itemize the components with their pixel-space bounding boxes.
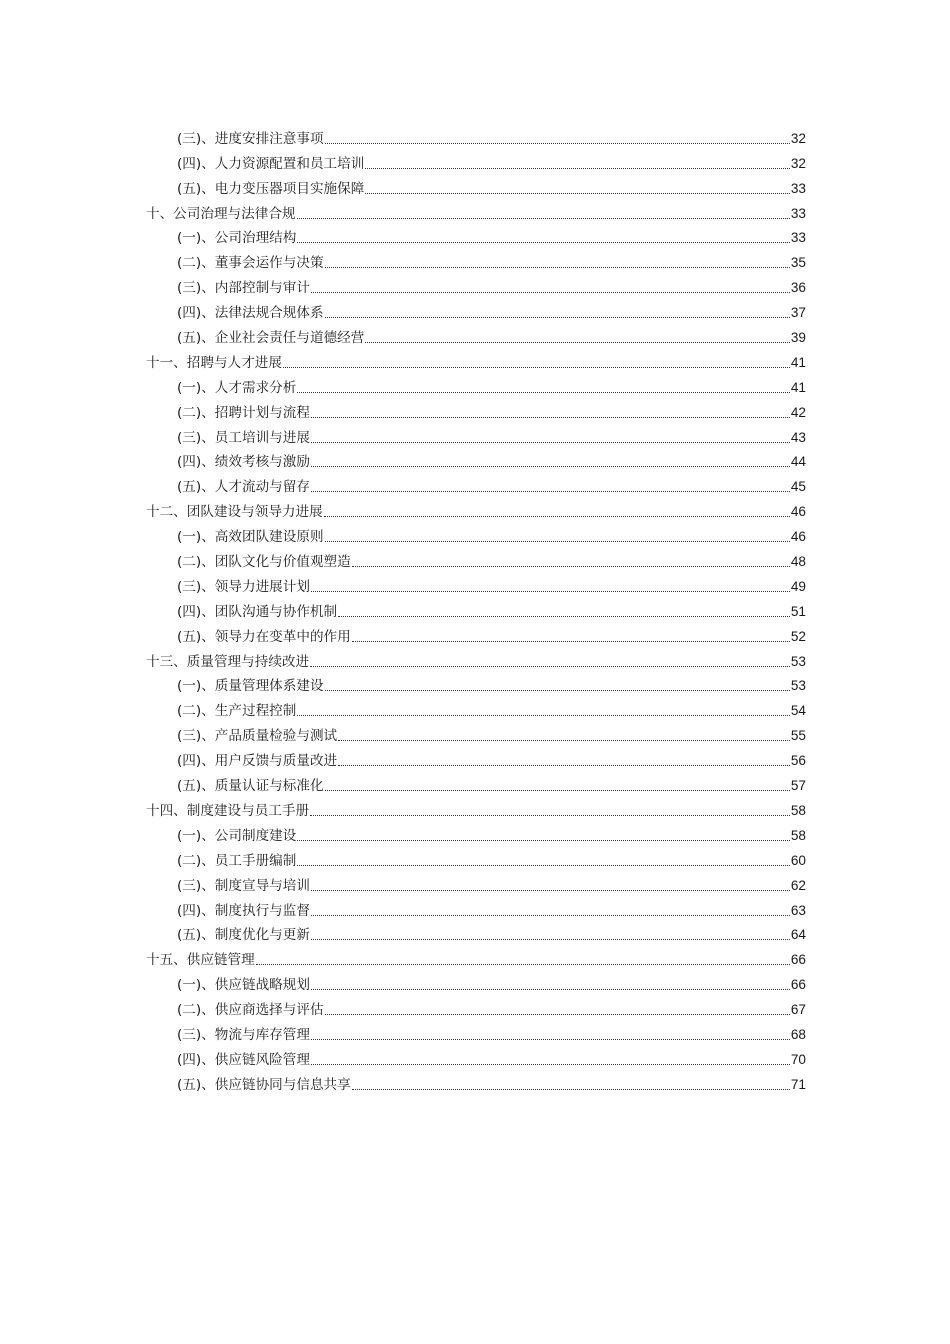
toc-entry-title: (五)、供应链协同与信息共享 [177, 1076, 351, 1093]
toc-entry-title: (四)、法律法规合规体系 [177, 305, 324, 322]
toc-section-entry[interactable] [146, 374, 806, 399]
toc-section-entry[interactable] [146, 399, 806, 424]
toc-dot-leader [297, 715, 790, 716]
toc-page-number: 67 [790, 1002, 806, 1018]
toc-page-number: 33 [790, 230, 806, 246]
toc-entry-title: (二)、生产过程控制 [177, 703, 297, 720]
toc-dot-leader [325, 790, 790, 791]
toc-section-entry[interactable] [146, 922, 806, 947]
toc-page-number: 54 [790, 703, 806, 719]
toc-entry-title: 十四、制度建设与员工手册 [146, 802, 310, 819]
toc-dot-leader [311, 1039, 790, 1040]
toc-section-entry[interactable] [146, 473, 806, 498]
toc-dot-leader [311, 292, 790, 293]
toc-section-entry[interactable] [146, 822, 806, 847]
toc-entry-title: (四)、团队沟通与协作机制 [177, 603, 338, 620]
toc-page-number: 45 [790, 479, 806, 495]
toc-chapter-entry[interactable] [146, 498, 806, 523]
toc-entry-title: 十一、招聘与人才进展 [146, 354, 282, 371]
toc-page-number: 63 [790, 902, 806, 918]
toc-entry-title: (二)、员工手册编制 [177, 852, 297, 869]
toc-dot-leader [310, 666, 790, 667]
toc-section-entry[interactable] [146, 1071, 806, 1096]
toc-section-entry[interactable] [146, 996, 806, 1021]
toc-page-number: 35 [790, 255, 806, 271]
toc-dot-leader [365, 342, 790, 343]
toc-page-number: 62 [790, 877, 806, 893]
toc-entry-title: (三)、员工培训与进展 [177, 429, 310, 446]
toc-entry-title: (五)、企业社会责任与道德经营 [177, 330, 365, 347]
toc-dot-leader [338, 616, 790, 617]
toc-dot-leader [311, 1064, 790, 1065]
toc-section-entry[interactable] [146, 249, 806, 274]
toc-entry-title: (一)、公司制度建设 [177, 827, 297, 844]
toc-page-number: 42 [790, 404, 806, 420]
toc-entry-title: 十五、供应链管理 [146, 952, 255, 969]
toc-entry-title: (一)、质量管理体系建设 [177, 678, 324, 695]
toc-dot-leader [311, 591, 790, 592]
toc-entry-title: (三)、制度宣导与培训 [177, 877, 310, 894]
toc-entry-title: (一)、高效团队建设原则 [177, 529, 324, 546]
toc-dot-leader [311, 442, 790, 443]
toc-dot-leader [311, 915, 790, 916]
toc-section-entry[interactable] [146, 847, 806, 872]
toc-entry-title: (一)、供应链战略规划 [177, 977, 310, 994]
toc-section-entry[interactable] [146, 175, 806, 200]
toc-section-entry[interactable] [146, 274, 806, 299]
toc-dot-leader [310, 815, 790, 816]
toc-entry-title: (四)、绩效考核与激励 [177, 454, 310, 471]
toc-page-number: 68 [790, 1026, 806, 1042]
toc-dot-leader [311, 989, 790, 990]
toc-page-number: 58 [790, 802, 806, 818]
toc-page-number: 33 [790, 205, 806, 221]
toc-page-number: 60 [790, 852, 806, 868]
toc-section-entry[interactable] [146, 1046, 806, 1071]
toc-section-entry[interactable] [146, 324, 806, 349]
toc-chapter-entry[interactable] [146, 946, 806, 971]
toc-dot-leader [338, 765, 790, 766]
toc-page-number: 36 [790, 280, 806, 296]
toc-section-entry[interactable] [146, 722, 806, 747]
toc-page-number: 66 [790, 977, 806, 993]
toc-page-number: 56 [790, 753, 806, 769]
toc-dot-leader [338, 740, 790, 741]
toc-section-entry[interactable] [146, 747, 806, 772]
toc-entry-title: (三)、进度安排注意事项 [177, 130, 324, 147]
toc-page-number: 46 [790, 504, 806, 520]
toc-page-number: 46 [790, 529, 806, 545]
toc-entry-title: (一)、人才需求分析 [177, 379, 297, 396]
toc-page-number: 64 [790, 927, 806, 943]
toc-dot-leader [325, 317, 790, 318]
toc-dot-leader [365, 193, 790, 194]
toc-dot-leader [311, 417, 790, 418]
toc-dot-leader [325, 143, 790, 144]
toc-dot-leader [325, 267, 790, 268]
toc-dot-leader [352, 1089, 790, 1090]
toc-entry-title: (三)、领导力进展计划 [177, 578, 310, 595]
toc-entry-title: (三)、物流与库存管理 [177, 1026, 310, 1043]
toc-entry-title: (五)、制度优化与更新 [177, 927, 310, 944]
toc-page-number: 41 [790, 379, 806, 395]
toc-dot-leader [283, 367, 790, 368]
toc-dot-leader [297, 840, 790, 841]
toc-entry-title: 十二、团队建设与领导力进展 [146, 504, 323, 521]
toc-page-number: 33 [790, 180, 806, 196]
toc-page-number: 53 [790, 653, 806, 669]
toc-section-entry[interactable] [146, 424, 806, 449]
toc-entry-title: (四)、人力资源配置和员工培训 [177, 155, 365, 172]
toc-dot-leader [297, 865, 790, 866]
toc-dot-leader [352, 641, 790, 642]
toc-chapter-entry[interactable] [146, 200, 806, 225]
toc-dot-leader [352, 566, 790, 567]
toc-section-entry[interactable] [146, 125, 806, 150]
toc-section-entry[interactable] [146, 772, 806, 797]
toc-chapter-entry[interactable] [146, 648, 806, 673]
toc-dot-leader [297, 392, 790, 393]
toc-dot-leader [324, 516, 790, 517]
toc-dot-leader [311, 491, 790, 492]
toc-page-number: 32 [790, 155, 806, 171]
toc-section-entry[interactable] [146, 299, 806, 324]
toc-section-entry[interactable] [146, 150, 806, 175]
toc-section-entry[interactable] [146, 697, 806, 722]
toc-section-entry[interactable] [146, 598, 806, 623]
toc-page-number: 32 [790, 130, 806, 146]
toc-page-number: 71 [790, 1076, 806, 1092]
toc-entry-title: (五)、质量认证与标准化 [177, 778, 324, 795]
toc-entry-title: (四)、制度执行与监督 [177, 902, 310, 919]
toc-page-number: 53 [790, 678, 806, 694]
toc-page-number: 41 [790, 354, 806, 370]
toc-section-entry[interactable] [146, 623, 806, 648]
toc-entry-title: (三)、产品质量检验与测试 [177, 728, 338, 745]
toc-dot-leader [311, 890, 790, 891]
toc-entry-title: (五)、领导力在变革中的作用 [177, 628, 351, 645]
toc-page-number: 55 [790, 728, 806, 744]
toc-section-entry[interactable] [146, 449, 806, 474]
toc-dot-leader [325, 690, 790, 691]
toc-page-number: 52 [790, 628, 806, 644]
toc-dot-leader [311, 466, 790, 467]
toc-entry-title: (一)、公司治理结构 [177, 230, 297, 247]
toc-section-entry[interactable] [146, 897, 806, 922]
toc-page-number: 49 [790, 578, 806, 594]
toc-dot-leader [256, 964, 790, 965]
toc-dot-leader [297, 242, 790, 243]
toc-section-entry[interactable] [146, 548, 806, 573]
table-of-contents [146, 125, 806, 1096]
toc-dot-leader [365, 168, 790, 169]
toc-page-number: 39 [790, 330, 806, 346]
toc-entry-title: (四)、供应链风险管理 [177, 1051, 310, 1068]
toc-section-entry[interactable] [146, 573, 806, 598]
toc-entry-title: (二)、招聘计划与流程 [177, 404, 310, 421]
toc-entry-title: (四)、用户反馈与质量改进 [177, 753, 338, 770]
toc-entry-title: 十三、质量管理与持续改进 [146, 653, 310, 670]
toc-entry-title: (五)、电力变压器项目实施保障 [177, 180, 365, 197]
toc-dot-leader [311, 939, 790, 940]
toc-section-entry[interactable] [146, 1021, 806, 1046]
toc-section-entry[interactable] [146, 673, 806, 698]
toc-page-number: 44 [790, 454, 806, 470]
toc-dot-leader [297, 218, 790, 219]
toc-entry-title: (二)、供应商选择与评估 [177, 1002, 324, 1019]
toc-page-number: 43 [790, 429, 806, 445]
toc-page-number: 57 [790, 778, 806, 794]
toc-section-entry[interactable] [146, 971, 806, 996]
toc-page-number: 48 [790, 554, 806, 570]
toc-section-entry[interactable] [146, 523, 806, 548]
toc-entry-title: (三)、内部控制与审计 [177, 280, 310, 297]
toc-section-entry[interactable] [146, 872, 806, 897]
toc-dot-leader [325, 541, 790, 542]
toc-page-number: 66 [790, 952, 806, 968]
toc-entry-title: (二)、董事会运作与决策 [177, 255, 324, 272]
toc-entry-title: (二)、团队文化与价值观塑造 [177, 554, 351, 571]
toc-page-number: 51 [790, 603, 806, 619]
toc-section-entry[interactable] [146, 225, 806, 250]
toc-page-number: 58 [790, 827, 806, 843]
toc-page-number: 37 [790, 305, 806, 321]
toc-page-number: 70 [790, 1051, 806, 1067]
toc-entry-title: (五)、人才流动与留存 [177, 479, 310, 496]
toc-chapter-entry[interactable] [146, 349, 806, 374]
toc-entry-title: 十、公司治理与法律合规 [146, 205, 296, 222]
toc-chapter-entry[interactable] [146, 797, 806, 822]
toc-dot-leader [325, 1014, 790, 1015]
